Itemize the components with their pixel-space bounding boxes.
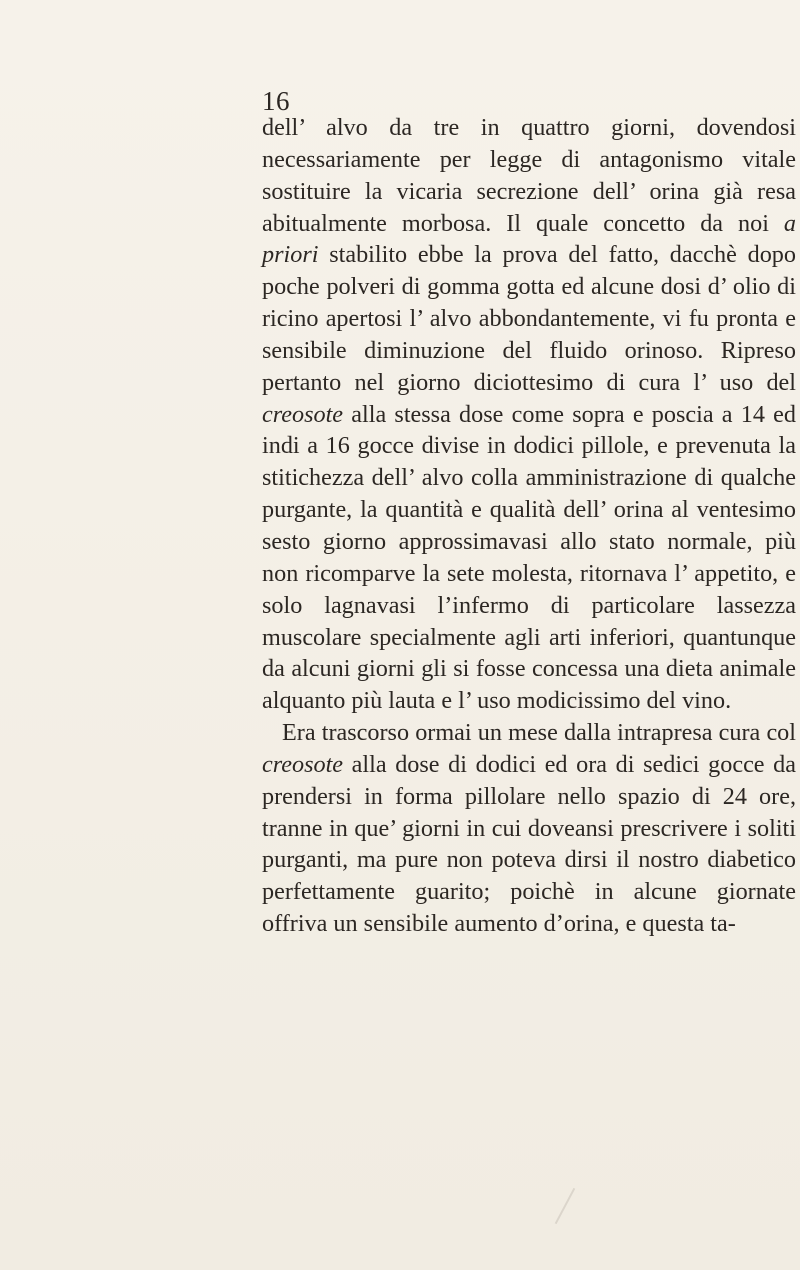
text-segment: alla stessa dose come sopra e poscia a 14 ed indi a 16 gocce divise in dodici pillole, e prevenuta la stitichezza dell’ alvo colla amministrazione di qualche purgante, la quantità e qualità dell’ orina al ventesimo sesto giorno approssimavasi allo stato normale, più non ricomparve la sete molesta, ritornava l’ appetito, e solo lagnavasi l’infermo di particolare lassezza muscolare specialmente agli arti inferiori, quantunque da alcuni giorni gli si fosse concessa una dieta animale alquanto più lauta e l’ uso modicissimo del vino. xyxy=(262,400,796,715)
paragraph-2 xyxy=(262,717,796,940)
page-number: 16 xyxy=(262,86,290,116)
text-segment: dell’ alvo da tre in quattro giorni, dovendosi necessariamente per legge di antagonismo vitale sostituire la vicaria secrezione dell’ orina già resa abitualmente morbosa. Il quale concetto da noi xyxy=(262,114,796,237)
text-segment: Era trascorso ormai un mese dalla intrapresa cura col xyxy=(282,719,796,747)
italic-word-creosote: creosote xyxy=(262,400,344,428)
paper-mark xyxy=(555,1188,576,1224)
paragraph-1 xyxy=(262,112,796,717)
italic-phrase-a-priori: a priori xyxy=(262,209,796,269)
text-segment: stabilito ebbe la prova del fatto, dacchè dopo poche polveri di gomma gotta ed alcune dosi d’ olio di ricino apertosi l’ alvo abbondantemente, vi fu pronta e sensibile diminuzione del fluido orinoso. Ripreso pertanto nel giorno diciottesimo di cura l’ uso del xyxy=(262,241,796,396)
text-segment: alla dose di dodici ed ora di sedici gocce da prendersi in forma pillolare nello spazio di 24 ore, tranne in que’ giorni in cui doveansi prescrivere i soliti purganti, ma pure non poteva dirsi il nostro diabetico perfettamente guarito; poichè in alcune giornate offriva un sensibile aumento d’orina, e questa ta- xyxy=(262,750,796,938)
italic-word-creosote: creosote xyxy=(262,750,344,778)
body-text xyxy=(262,112,796,940)
